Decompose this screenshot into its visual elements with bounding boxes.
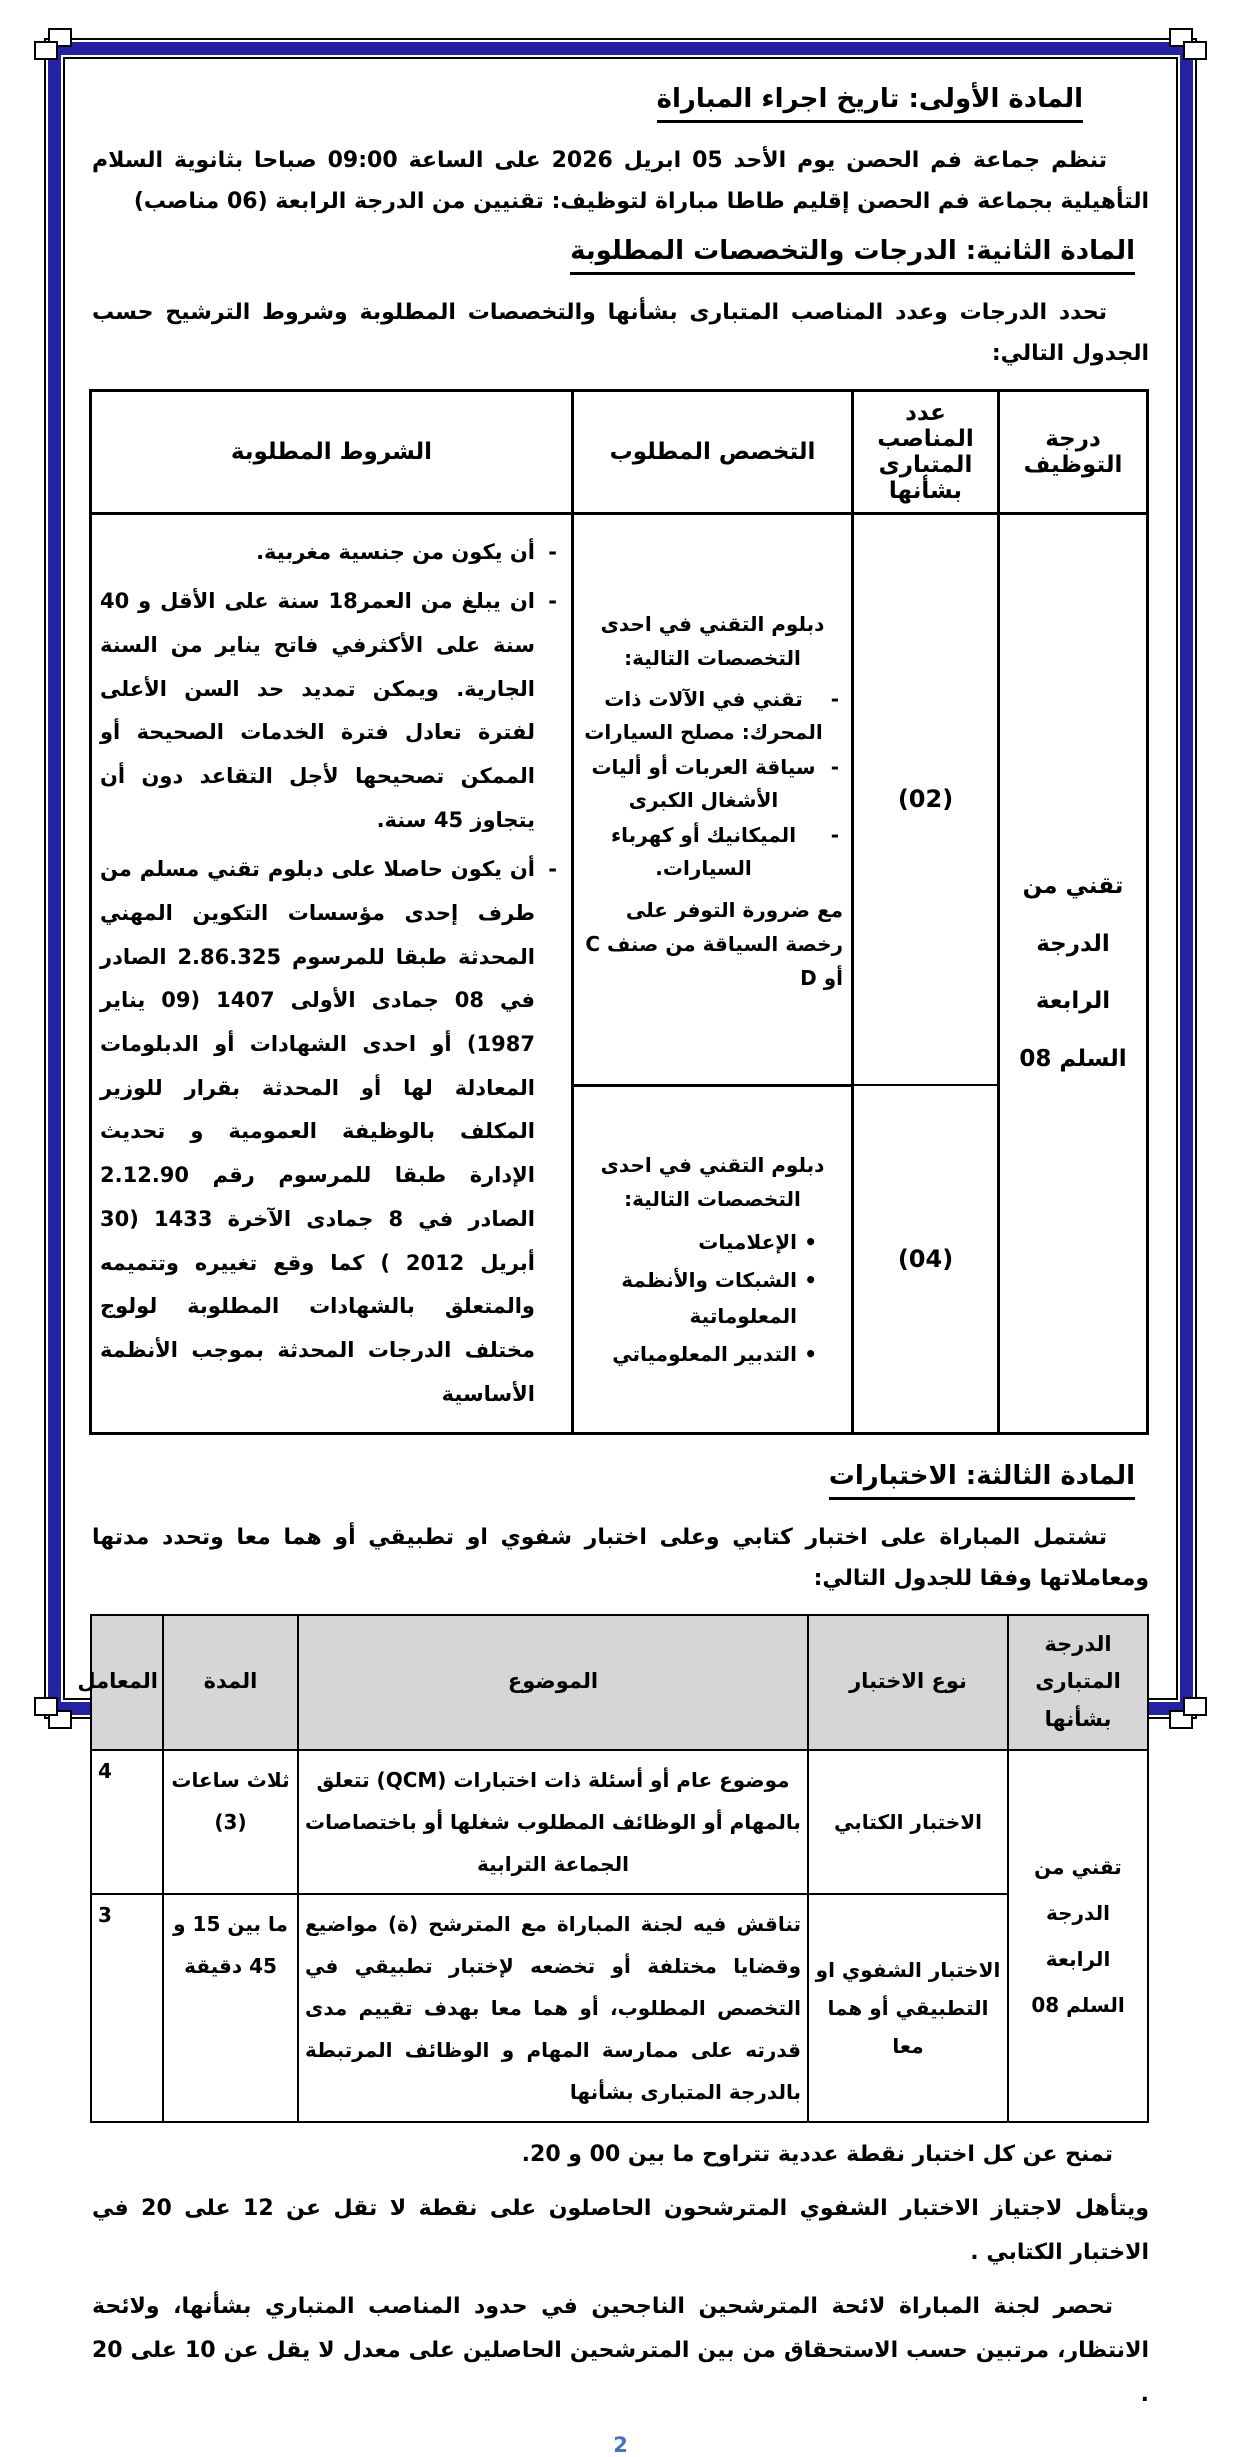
table2-coefficient-cell-1: 4 [91,1750,163,1894]
table1-grade-cell: تقني من الدرجة الرابعة السلم 08 [999,513,1148,1433]
table2-header-coefficient: المعامل [91,1615,163,1750]
table2-row-2 [91,1894,1148,2122]
table2-coefficient-cell-2: 3 [91,1894,163,2122]
grades-specialties-table [89,389,1149,1435]
closing-paragraph: تمنح عن كل اختبار نقطة عددية تتراوح ما بين 00 و 20. [521,2141,1113,2167]
article3-paragraph: تشتمل المباراة على اختبار كتابي وعلى اختبار شفوي او تطبيقي أو هما معا وتحدد مدتها ومعاملاتها وفقا للجدول التالي: [92,1525,1149,1591]
table1-conditions-cell [91,513,573,1433]
specialty1-item: - سياقة العربات أو أليات الأشغال الكبرى [582,751,843,817]
document-content [77,74,1149,2457]
corner-ornament-icon [1167,28,1207,68]
article1-heading: المادة الأولى: تاريخ اجراء المباراة [92,84,1083,123]
specialty1-intro: دبلوم التقني في احدى التخصصات التالية: [600,612,825,671]
closing-paragraph: تحصر لجنة المباراة لائحة المترشحين الناجحين في حدود المناصب المتباري بشأنها، ولائحة الانتظار، مرتبين حسب الاستحقاق من بين المترشحين الحاصلين على معدل لا يقل عن 10 على 20 . [92,2293,1149,2407]
table1-header-row [91,390,1148,513]
specialty2-item: • الشبكات والأنظمة المعلوماتية [582,1262,843,1334]
article2-heading: المادة الثانية: الدرجات والتخصصات المطلوبة [92,236,1135,275]
table1-header-conditions: الشروط المطلوبة [91,390,573,513]
article1-paragraph: تنظم جماعة فم الحصن يوم الأحد 05 ابريل 2026 على الساعة 09:00 صباحا بثانوية السلام التأهيلية بجماعة فم الحصن إقليم طاطا مباراة لتوظيف: تقنيين من الدرجة الرابعة (06 مناصب) [92,148,1149,214]
corner-ornament-icon [34,28,74,68]
specialty1-item: - الميكانيك أو كهرباء السيارات. [582,819,843,885]
specialty1-license-note: مع ضرورة التوفر على رخصة السياقة من صنف C أو D [585,898,843,991]
table2-type-cell-1: الاختبار الكتابي [808,1750,1008,1894]
table2-type-cell-2: الاختبار الشفوي او التطبيقي أو هما معا [808,1894,1008,2122]
article2-paragraph: تحدد الدرجات وعدد المناصب المتبارى بشأنها والتخصصات المطلوبة وشروط الترشيح حسب الجدول التالي: [92,300,1149,367]
table1-header-grade: درجة التوظيف [999,390,1148,513]
table2-subject-cell-1: موضوع عام أو أسئلة ذات اختبارات (QCM) تتعلق بالمهام أو الوظائف المطلوب شغلها أو باختصاصات الجماعة الترابية [298,1750,808,1894]
table2-header-duration: المدة [163,1615,298,1750]
table1-count-cell-1: (02) [853,513,999,1085]
table2-header-type: نوع الاختبار [808,1615,1008,1750]
table1-count-cell-2: (04) [853,1085,999,1434]
closing-paragraphs [92,2133,1149,2417]
table1-specialty-cell-2 [573,1085,853,1434]
article3-heading: المادة الثالثة: الاختبارات [92,1461,1135,1500]
table1-specialty-cell-1 [573,513,853,1085]
table1-row-1 [91,513,1148,1085]
corner-ornament-icon [34,1689,74,1729]
exams-table [77,1614,1149,2123]
table2-duration-cell-2: ما بين 15 و 45 دقيقة [163,1894,298,2122]
specialty1-item: - تقني في الآلات ذات المحرك: مصلح السيارات [582,683,843,749]
specialty2-item: • التدبير المعلومياتي [582,1336,843,1372]
table2-header-subject: الموضوع [298,1615,808,1750]
table2-grade-cell: تقني من الدرجة الرابعة السلم 08 [1008,1750,1148,2122]
condition-item: - ان يبلغ من العمر18 سنة على الأقل و 40 سنة على الأكثرفي فاتح يناير من السنة الجارية. ويمكن تمديد حد السن الأعلى لفترة تعادل فترة الخدمات الصحيحة أو الممكن تصحيحها لأجل التقاعد دون أن يتجاوز 45 سنة. [100,580,561,842]
specialty2-intro: دبلوم التقني في احدى التخصصات التالية: [600,1153,825,1212]
corner-ornament-icon [1167,1689,1207,1729]
table2-row-1 [91,1750,1148,1894]
table2-header-row [91,1615,1148,1750]
table2-subject-cell-2: تناقش فيه لجنة المباراة مع المترشح (ة) مواضيع وقضايا مختلفة أو تخضعه لإختبار تطبيقي في التخصص المطلوب، أو هما معا بهدف تقييم مدى قدرته على ممارسة المهام و الوظائف المرتبطة بالدرجة المتبارى بشأنها [298,1894,808,2122]
condition-item: - أن يكون حاصلا على دبلوم تقني مسلم من طرف إحدى مؤسسات التكوين المهني المحدثة طبقا للمرسوم 2.86.325 الصادر في 08 جمادى الأولى 1407 (09 يناير 1987) أو احدى الشهادات أو الدبلومات المعادلة لها أو المحدثة بقرار للوزير المكلف بالوظيفة العمومية و تحديث الإدارة طبقا للمرسوم رقم 2.12.90 الصادر في 8 جمادى الآخرة 1433 (30 أبريل 2012 ) كما وقع تغييره وتتميمه والمتعلق بالشهادات المطلوبة لولوج مختلف الدرجات المحدثة بموجب الأنظمة الأساسية [100,848,561,1416]
closing-paragraph: ويتأهل لاجتياز الاختبار الشفوي المترشحون الحاصلون على نقطة لا تقل عن 12 على 20 في الاختبار الكتابي . [92,2195,1149,2265]
table1-header-positions: عدد المناصب المتبارى بشأنها [853,390,999,513]
specialty2-item: • الإعلاميات [582,1224,843,1260]
condition-item: - أن يكون من جنسية مغربية. [100,531,561,575]
page-number: 2 [613,2432,628,2457]
table1-header-specialty: التخصص المطلوب [573,390,853,513]
table2-duration-cell-1: ثلاث ساعات (3) [163,1750,298,1894]
table2-header-grade: الدرجة المتبارى بشأنها [1008,1615,1148,1750]
